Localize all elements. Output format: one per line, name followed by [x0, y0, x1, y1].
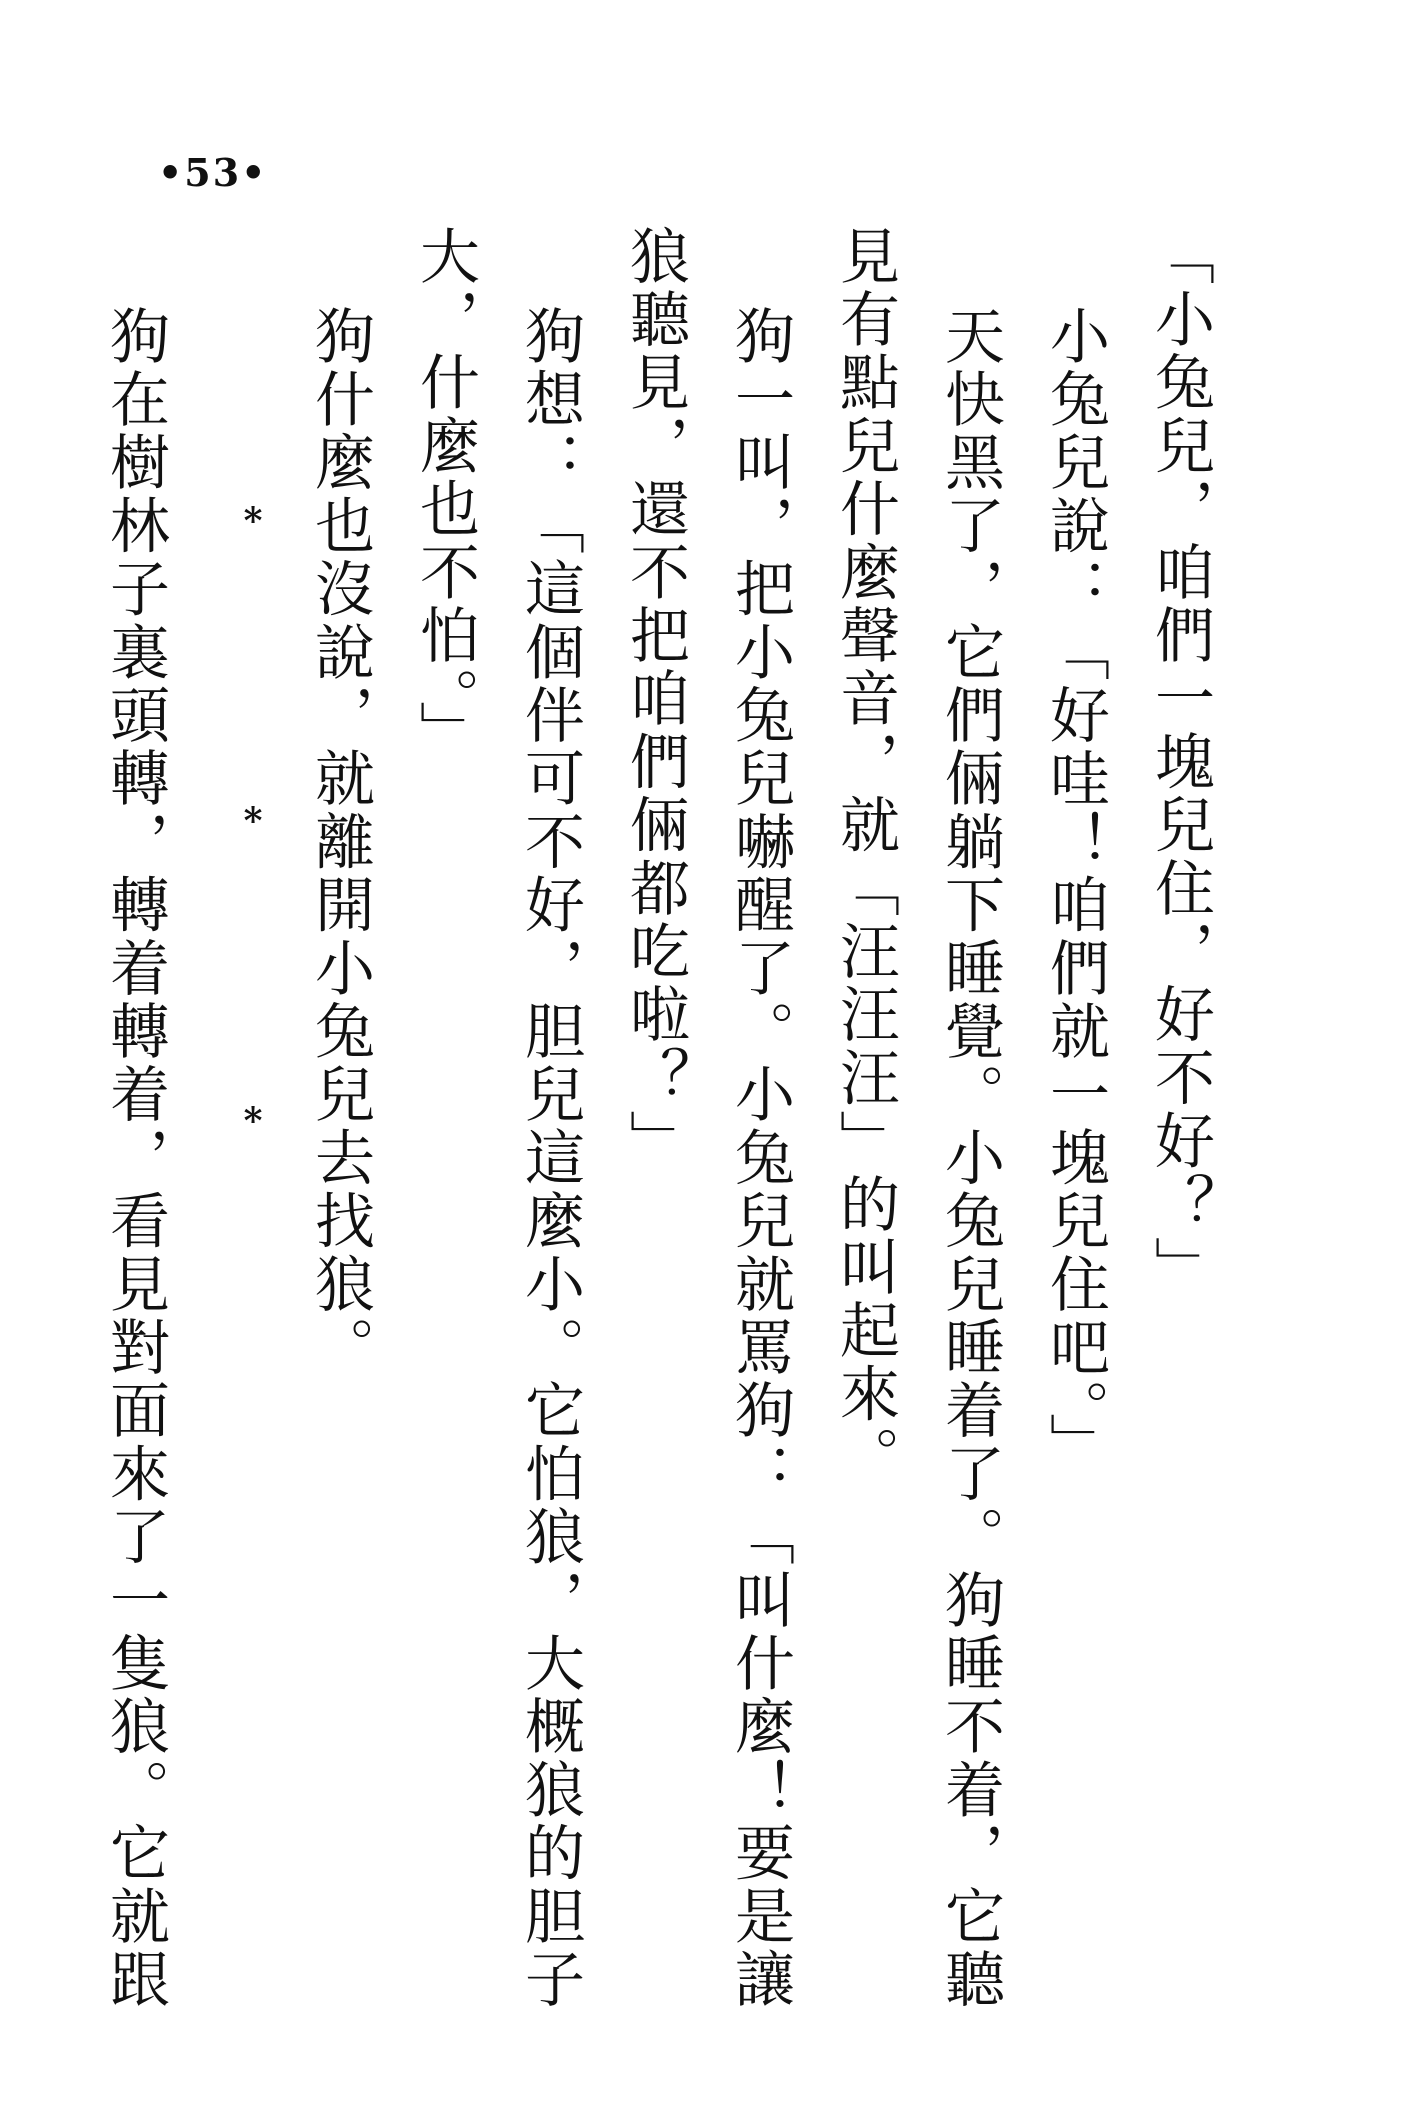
text-column-6: 狼聽見，還不把咱們倆都吃啦？」 [620, 225, 690, 1173]
text-column-3: 天快黑了，它們倆躺下睡覺。小兔兒睡着了。狗睡不着，它聽 [935, 305, 1005, 2012]
separator-star-1: * [243, 500, 263, 542]
text-column-5: 狗一叫，把小兔兒嚇醒了。小兔兒就罵狗：「叫什麼！要是讓 [725, 305, 795, 2012]
separator-star-3: * [243, 1100, 263, 1142]
text-column-10: 狗在樹林子裏頭轉，轉着轉着，看見對面來了一隻狼。它就跟 [100, 305, 170, 2012]
text-column-2: 小兔兒說：「好哇！咱們就一塊兒住吧。」 [1040, 305, 1110, 1476]
text-column-1: 「小兔兒，咱們一塊兒住，好不好？」 [1145, 225, 1215, 1300]
separator-star-2: * [243, 800, 263, 842]
text-column-4: 見有點兒什麼聲音，就「汪汪汪」的叫起來。 [830, 225, 900, 1489]
text-column-7: 狗想：「這個伴可不好，胆兒這麼小。它怕狼，大概狼的胆子 [515, 305, 585, 2012]
section-separator [238, 500, 268, 1200]
text-column-9: 狗什麼也沒說，就離開小兔兒去找狼。 [305, 305, 375, 1380]
page-number: •53• [158, 150, 268, 195]
text-column-8: 大，什麼也不怕。」 [410, 225, 480, 764]
